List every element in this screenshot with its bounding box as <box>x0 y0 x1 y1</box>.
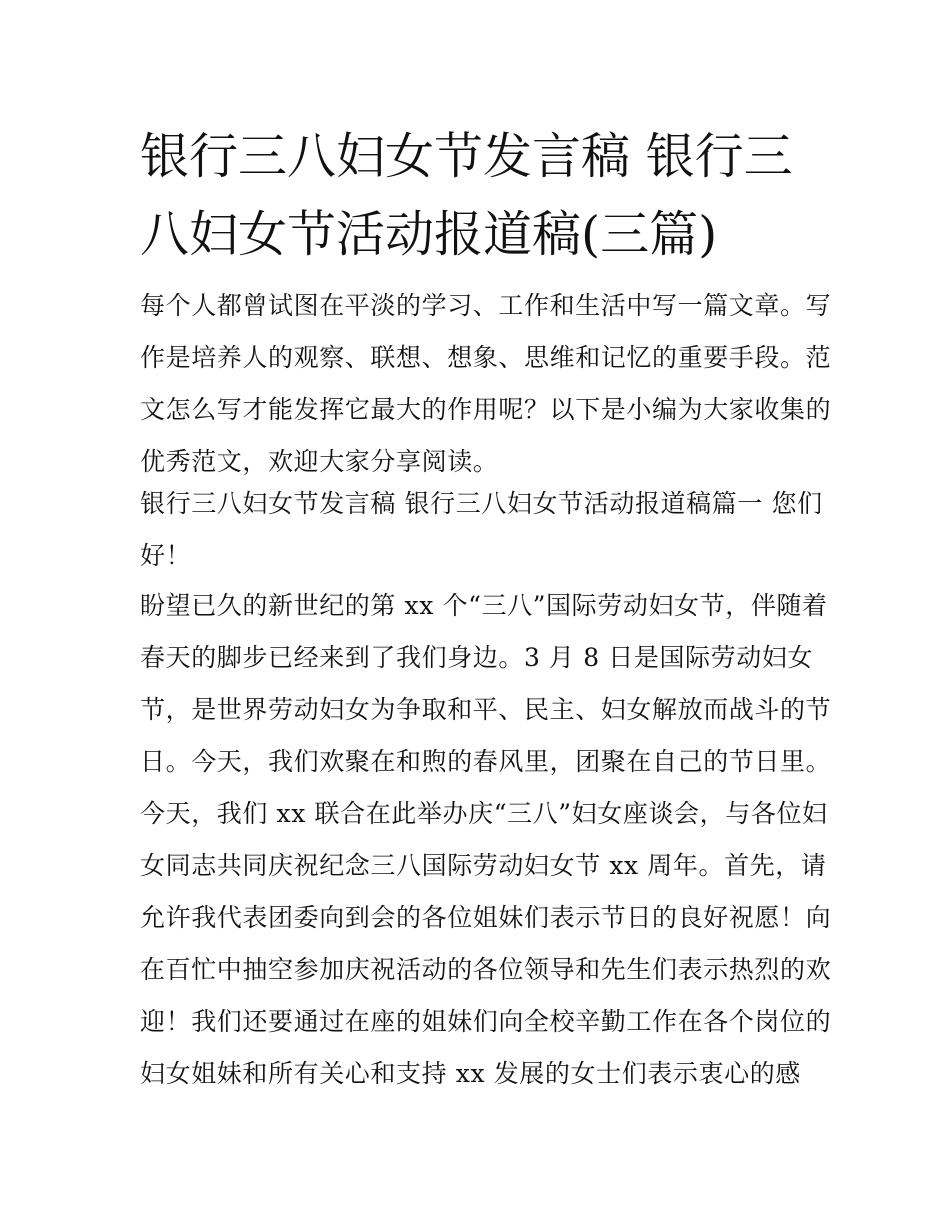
paragraph-line: 女同志共同庆祝纪念三八国际劳动妇女节 xx 周年。首先，请 <box>140 851 827 880</box>
paragraph-line: 好！ <box>140 541 192 570</box>
paragraph-line: 每个人都曾试图在平淡的学习、工作和生活中写一篇文章。写 <box>140 291 832 320</box>
paragraph-line: 作是培养人的观察、联想、想象、思维和记忆的重要手段。范 <box>140 343 832 372</box>
paragraph-line: 日。今天，我们欢聚在和煦的春风里，团聚在自己的节日里。 <box>140 747 832 776</box>
section-heading-paragraph <box>140 478 823 582</box>
paragraph-line: 优秀范文，欢迎大家分享阅读。 <box>140 447 499 476</box>
intro-paragraph <box>140 280 832 488</box>
speech-body-paragraph <box>140 580 832 1100</box>
paragraph-line: 银行三八妇女节发言稿 银行三八妇女节活动报道稿篇一 您们 <box>140 489 823 518</box>
paragraph-line: 妇女姐妹和所有关心和支持 xx 发展的女士们表示衷心的感 <box>140 1059 801 1088</box>
paragraph-line: 允许我代表团委向到会的各位姐妹们表示节日的良好祝愿！向 <box>140 903 832 932</box>
paragraph-line: 盼望已久的新世纪的第 xx 个“三八”国际劳动妇女节，伴随着 <box>140 591 828 620</box>
paragraph-line: 节，是世界劳动妇女为争取和平、民主、妇女解放而战斗的节 <box>140 695 832 724</box>
document-title <box>140 118 820 274</box>
paragraph-line: 迎！我们还要通过在座的姐妹们向全校辛勤工作在各个岗位的 <box>140 1007 832 1036</box>
paragraph-line: 春天的脚步已经来到了我们身边。3 月 8 日是国际劳动妇女 <box>140 643 814 672</box>
paragraph-line: 今天，我们 xx 联合在此举办庆“三八”妇女座谈会，与各位妇 <box>140 799 828 828</box>
paragraph-line: 文怎么写才能发挥它最大的作用呢？以下是小编为大家收集的 <box>140 395 832 424</box>
title-line: 八妇女节活动报道稿(三篇) <box>140 206 718 263</box>
title-line: 银行三八妇女节发言稿 银行三 <box>140 128 793 185</box>
paragraph-line: 在百忙中抽空参加庆祝活动的各位领导和先生们表示热烈的欢 <box>140 955 832 984</box>
